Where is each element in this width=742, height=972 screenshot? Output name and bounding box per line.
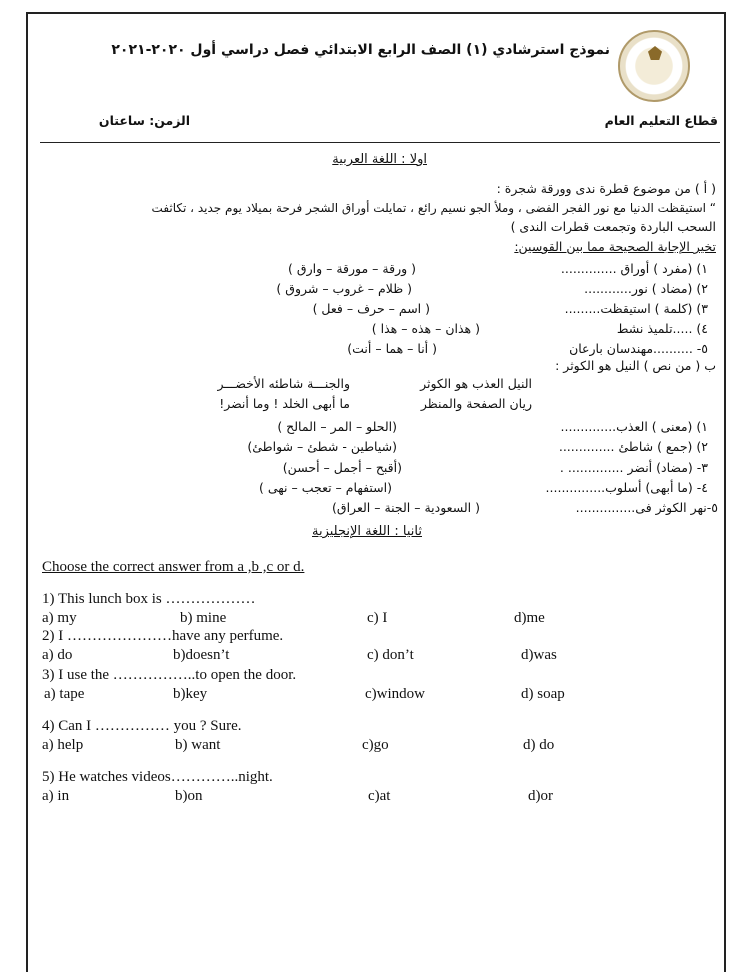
question-item: ٣- (مضاد) أنضر .............. . [559, 459, 708, 475]
question-item: ٢) (جمع ) شاطئ .............. [558, 439, 708, 455]
answer-option-a: a) tape [44, 686, 85, 702]
question-item: ١) (معنى ) العذب.............. [560, 419, 708, 434]
ministry-logo [618, 30, 690, 102]
sector-label: قطاع التعليم العام [604, 113, 718, 128]
answer-option-c: c)at [368, 788, 391, 804]
answer-option-b: b)key [173, 686, 208, 702]
answer-option-d: d)or [528, 788, 553, 804]
answer-choices: ( السعودية – الجنة – العراق) [332, 500, 480, 516]
poem-verse-first-half: ريان الصفحة والمنظر [420, 396, 532, 411]
answer-option-c: c) don’t [367, 647, 414, 663]
answer-option-a: a) in [42, 788, 70, 804]
answer-choices: ( ظلام – غروب – شروق ) [276, 281, 412, 296]
answer-option-a: a) my [42, 610, 77, 626]
question-text: 1) This lunch box is ……………… [42, 591, 256, 607]
answer-option-a: a) do [42, 647, 73, 663]
question-item: ١) (مفرد ) أوراق .............. [560, 261, 708, 276]
answer-option-b: b)on [175, 788, 203, 804]
question-item: ٤) .....تلميذ نشط [616, 321, 708, 336]
passage-line-2: السحب الباردة وتجمعت قطرات الندى ) [510, 219, 716, 234]
answer-choices: ( هذان – هذه – هذا ) [371, 321, 480, 336]
answer-choices: (شياطين - شطئ – شواطئ) [247, 439, 397, 455]
instruction: تخير الإجابة الصحيحة مما بين القوسين: [514, 239, 716, 254]
poem-verse-second-half: والجنـــة شاطئه الأخضـــر [217, 376, 350, 391]
answer-option-d: d) soap [521, 686, 565, 702]
arabic-section-title: اولا : اللغة العربية [332, 152, 427, 167]
question-item: ٣) (كلمة ) استيقظت......... [564, 301, 708, 316]
answer-option-c: c)window [365, 686, 425, 702]
poem-verse-second-half: ما أبهى الخلد ! وما أنضر! [219, 396, 350, 411]
answer-choices: ( أنا – هما – أنت) [347, 341, 437, 356]
answer-option-b: b)doesn’t [173, 647, 230, 663]
answer-option-c: c) I [367, 610, 388, 626]
header-divider [40, 142, 720, 143]
answer-option-c: c)go [362, 737, 389, 753]
part-b-heading: ب ( من نص ) النيل هو الكوثر : [555, 358, 716, 373]
answer-option-d: d)was [521, 647, 557, 663]
answer-choices: ( اسم – حرف – فعل ) [312, 301, 430, 316]
part-a-heading: ( أ ) من موضوع قطرة ندى وورقة شجرة : [496, 181, 716, 196]
english-instruction: Choose the correct answer from a ,b ,c or d. [42, 559, 305, 575]
question-item: ٢) (مضاد ) نور............ [584, 281, 708, 296]
question-text: 4) Can I …………… you ? Sure. [42, 718, 242, 734]
question-text: 5) He watches videos…………..night. [42, 769, 273, 785]
answer-option-d: d) do [523, 737, 555, 753]
exam-title: نموذج استرشادي (١) الصف الرابع الابتدائي فصل دراسي أول ٢٠٢٠-٢٠٢١ [111, 42, 610, 58]
answer-choices: (استفهام – تعجب – نهى ) [259, 479, 392, 495]
question-item: ٥-نهر الكوثر فى............... [575, 500, 718, 516]
english-section-title: ثانيا : اللغة الإنجليزية [312, 524, 422, 539]
answer-choices: (أقبح – أجمل – أحسن) [282, 459, 402, 475]
answer-option-a: a) help [42, 737, 84, 753]
answer-choices: (الحلو – المر – المالح ) [277, 419, 397, 434]
answer-choices: ( ورقة – مورقة – وارق ) [288, 261, 416, 276]
answer-option-b: b) mine [180, 610, 227, 626]
question-item: ٥- ..........مهندسان بارعان [569, 341, 708, 356]
time-label: الزمن: ساعتان [98, 113, 190, 128]
question-text: 3) I use the ……………..to open the door. [42, 667, 297, 683]
poem-verse-first-half: النيل العذب هو الكوثر [420, 376, 532, 391]
question-text: 2) I …………………have any perfume. [42, 628, 284, 644]
passage-line-1: “ استيقظت الدنيا مع نور الفجر الفضى ، وملأ الجو نسيم رائع ، تمايلت أوراق الشجر فرحة بميلاد يوم جديد ، تكاثفت [151, 201, 716, 215]
question-item: ٤- (ما أبهى) أسلوب............... [545, 479, 708, 495]
answer-option-b: b) want [175, 737, 221, 753]
answer-option-d: d)me [514, 610, 545, 626]
